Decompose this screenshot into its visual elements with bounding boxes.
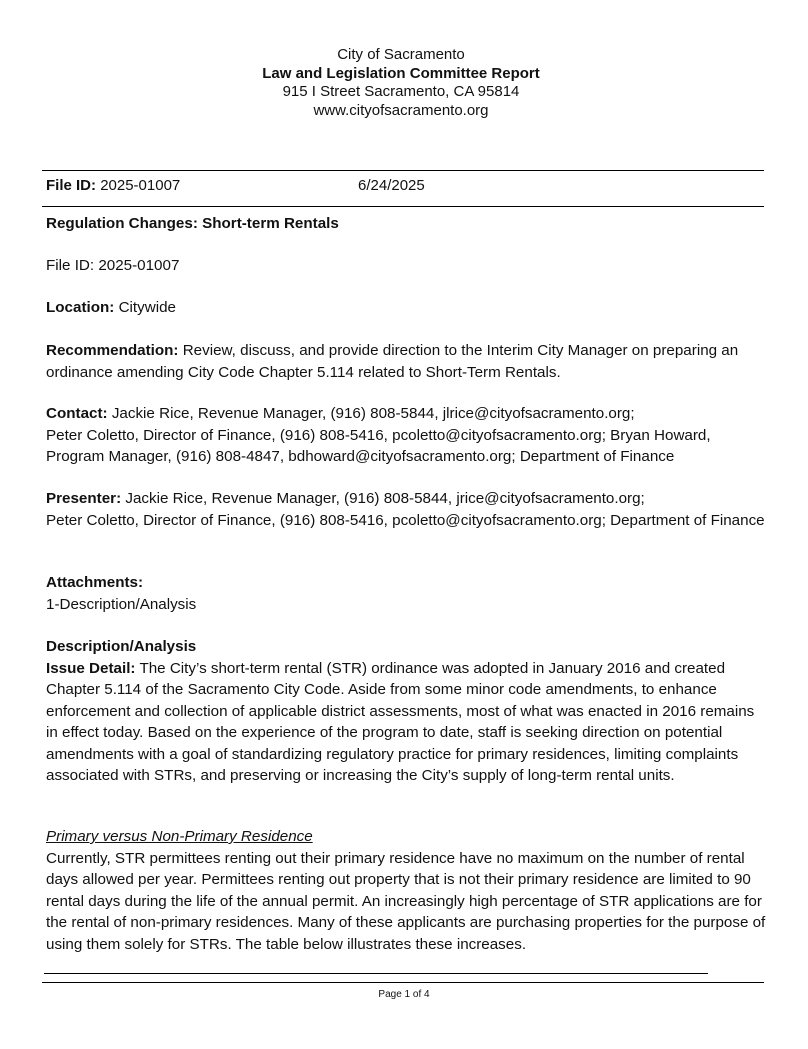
primary-residence-section bbox=[46, 826, 766, 955]
presenter-label: Presenter: bbox=[46, 490, 122, 507]
second-rule bbox=[42, 206, 764, 207]
address: 915 I Street Sacramento, CA 95814 bbox=[282, 83, 520, 100]
top-rule bbox=[42, 170, 764, 171]
footer-rule bbox=[42, 982, 764, 983]
website: www.cityofsacramento.org bbox=[313, 101, 489, 119]
attachments bbox=[46, 572, 766, 615]
file-id-text: File ID: 2025-01007 bbox=[46, 257, 180, 274]
description-heading: Description/Analysis bbox=[46, 638, 197, 655]
presenter-line2: Peter Coletto, Director of Finance, (916) 808-5416, pcoletto@cityofsacramento.org; Department of Finance bbox=[46, 511, 765, 529]
contact bbox=[46, 403, 766, 468]
description-analysis bbox=[46, 636, 766, 787]
report-header bbox=[0, 46, 802, 120]
primary-residence-heading: Primary versus Non-Primary Residence bbox=[46, 828, 313, 845]
attachment-item: 1-Description/Analysis bbox=[46, 595, 197, 613]
recommendation bbox=[46, 340, 766, 383]
report-title: Law and Legislation Committee Report bbox=[262, 64, 540, 82]
issue-detail-text: The City’s short-term rental (STR) ordinance was adopted in January 2016 and created Chapter 5.114 of the Sacramento City Code. Aside from some minor code amendments, to enhance enforcement and collection of applicable district assessments, most of what was enacted in 2016 remains in effect today. Based on the experience of the program to date, staff is seeking direction on potential amendments with a goal of standardizing regulatory practice for primary residences, limiting complaints associated with STRs, and preserving or increasing the City’s supply of long-term rental units. bbox=[46, 659, 755, 784]
page-number: Page 1 of 4 bbox=[378, 989, 430, 1000]
recommendation-text: Review, discuss, and provide direction to the Interim City Manager on preparing an ordinance amending City Code Chapter 5.114 related to Short-Term Rentals. bbox=[46, 342, 739, 381]
location-value: Citywide bbox=[118, 299, 176, 316]
file-id-line bbox=[46, 177, 425, 194]
recommendation-label: Recommendation: bbox=[46, 342, 179, 359]
location bbox=[46, 297, 766, 319]
primary-residence-text: Currently, STR permittees renting out their primary residence have no maximum on the number of rental days allowed per year. Permittees renting out property that is not their primary residence are limited to 90 rental days during the life of the annual permit. An increasingly high percentage of STR applications are for the rental of non-primary residences. Many of these applicants are purchasing properties for the purpose of using them solely for STRs. The table below illustrates these increases. bbox=[46, 849, 766, 953]
item-title: Regulation Changes: Short-term Rentals bbox=[46, 215, 339, 232]
contact-line1: Jackie Rice, Revenue Manager, (916) 808-5844, jlrice@cityofsacramento.org; bbox=[111, 405, 635, 422]
file-id-label: File ID: bbox=[46, 177, 97, 194]
city-name: City of Sacramento bbox=[337, 46, 465, 63]
presenter-line1: Jackie Rice, Revenue Manager, (916) 808-5844, jrice@cityofsacramento.org; bbox=[125, 490, 645, 507]
contact-line2: Peter Coletto, Director of Finance, (916) 808-5416, pcoletto@cityofsacramento.org; Bryan Howard, Program Manager, (916) 808-4847, bdhoward@cityofsacramento.org; Department of Finance bbox=[46, 426, 711, 465]
content-end-rule bbox=[44, 973, 708, 974]
report-date: 6/24/2025 bbox=[358, 177, 425, 194]
file-id-value: 2025-01007 bbox=[100, 177, 181, 194]
issue-detail-label: Issue Detail: bbox=[46, 659, 136, 677]
location-label: Location: bbox=[46, 299, 115, 316]
presenter bbox=[46, 488, 766, 531]
attachments-label: Attachments: bbox=[46, 574, 144, 591]
contact-label: Contact: bbox=[46, 405, 108, 422]
